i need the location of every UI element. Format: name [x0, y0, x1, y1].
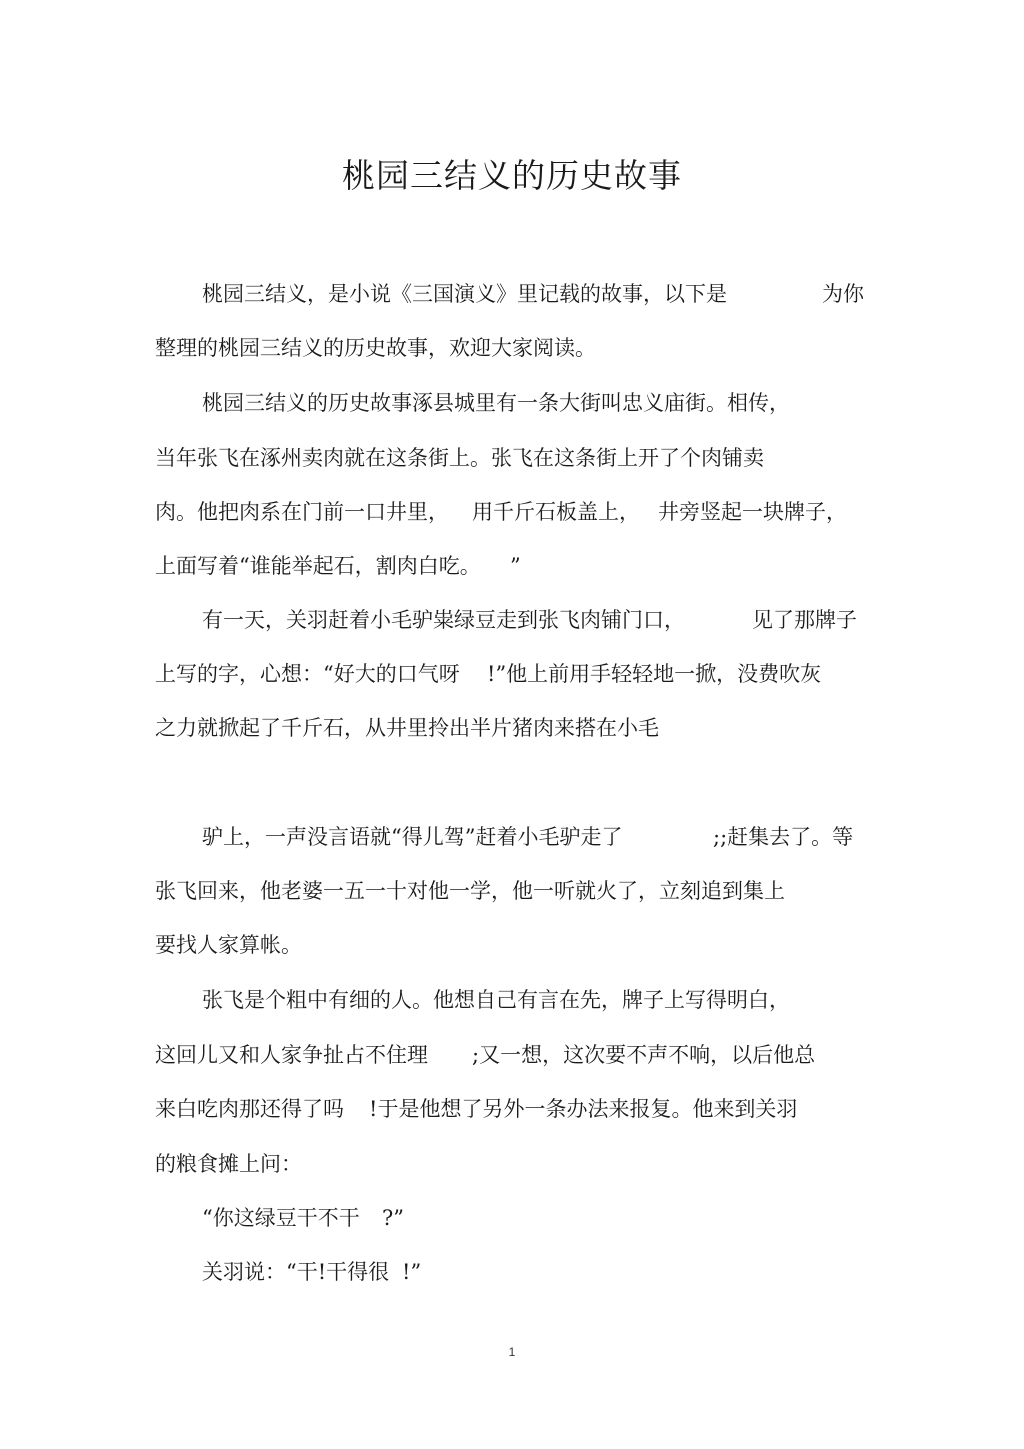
text-line: 之力就掀起了千斤石，从井里拎出半片猪肉来搭在小毛 [155, 716, 659, 740]
text-line: !于是他想了另外一条办法来报复。他来到关羽 [369, 1097, 798, 1121]
text-line: 为你 [822, 282, 864, 306]
text-line: “你这绿豆干不干 [202, 1206, 360, 1230]
text-line: 的粮食摊上问： [155, 1152, 302, 1176]
text-line: 驴上，一声没言语就“得儿驾”赶着小毛驴走了 [202, 825, 623, 849]
text-line: ;;赶集去了。等 [713, 825, 854, 849]
text-line: 当年张飞在涿州卖肉就在这条街上。张飞在这条街上开了个肉铺卖 [155, 446, 764, 470]
text-line: ;又一想，这次要不声不响，以后他总 [472, 1043, 816, 1067]
text-line: 张飞是个粗中有细的人。他想自己有言在先，牌子上写得明白， [202, 988, 790, 1012]
text-line: 张飞回来，他老婆一五一十对他一学，他一听就火了，立刻追到集上 [155, 879, 785, 903]
text-line: 有一天，关羽赶着小毛驴粜绿豆走到张飞肉铺门口， [202, 608, 685, 632]
text-line: ” [510, 554, 521, 578]
page-number: 1 [508, 1345, 516, 1359]
text-line: ?” [382, 1206, 404, 1230]
text-line: 桃园三结义的历史故事涿县城里有一条大街叫忠义庙街。相传， [202, 391, 790, 415]
text-line: 见了那牌子 [752, 608, 857, 632]
text-line: 要找人家算帐。 [155, 933, 302, 957]
text-line: 上面写着“谁能举起石，割肉白吃。 [155, 554, 481, 578]
text-line: 桃园三结义，是小说《三国演义》里记载的故事，以下是 [202, 282, 727, 306]
text-line: 关羽说：“干!干得很 [202, 1260, 390, 1284]
text-line: !” [402, 1260, 422, 1284]
text-line: 肉。他把肉系在门前一口井里， [155, 500, 449, 524]
text-line: 用千斤石板盖上， [472, 500, 640, 524]
text-line: 井旁竖起一块牌子， [658, 500, 847, 524]
text-line: 这回儿又和人家争扯占不住理 [155, 1043, 428, 1067]
text-line: 整理的桃园三结义的历史故事，欢迎大家阅读。 [155, 336, 596, 360]
text-line: !”他上前用手轻轻地一掀，没费吹灰 [487, 662, 822, 686]
document-title: 桃园三结义的历史故事 [342, 156, 682, 195]
text-line: 来白吃肉那还得了吗 [155, 1097, 344, 1121]
text-line: 上写的字，心想：“好大的口气呀 [155, 662, 460, 686]
